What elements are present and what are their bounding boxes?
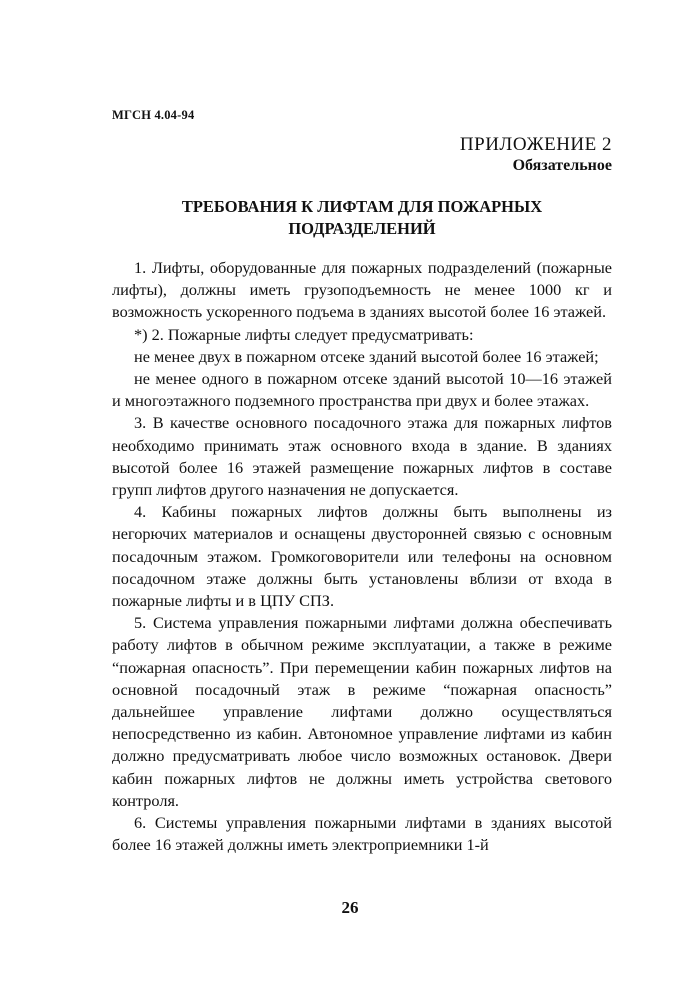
- paragraph-5: 5. Система управления пожарными лифтами должна обеспечивать работу лифтов в обычном режиме эксплуатации, а также в режиме “пожарная опасность”. При перемещении кабин пожарных лифтов на основной посадочный этаж в режиме “пожарная опасность” дальнейшее управление лифтами должно осуществляться непосредственно из кабин. Автономное управление лифтами из кабин должно предусматривать любое число возможных остановок. Двери кабин пожарных лифтов не должны иметь устройства светового контроля.: [112, 613, 612, 810]
- paragraph-3: 3. В качестве основного посадочного этажа для пожарных лифтов необходимо принимать этаж основного входа в здание. В зданиях высотой более 16 этажей размещение пожарных лифтов в составе групп лифтов другого назначения не допускается.: [112, 413, 612, 500]
- paragraph-2: *) 2. Пожарные лифты следует предусматривать:: [134, 324, 474, 344]
- page-number: 26: [341, 898, 359, 917]
- section-title-line-1: ТРЕБОВАНИЯ К ЛИФТАМ ДЛЯ ПОЖАРНЫХ: [181, 197, 543, 216]
- paragraph-6: 6. Системы управления пожарными лифтами в зданиях высотой более 16 этажей должны иметь электроприемники 1-й: [112, 813, 612, 855]
- body-text: [112, 257, 612, 856]
- appendix-number: ПРИЛОЖЕНИЕ 2: [459, 134, 612, 155]
- paragraph-1: 1. Лифты, оборудованные для пожарных подразделений (пожарные лифты), должны иметь грузоподъемность не менее 1000 кг и возможность ускоренного подъема в зданиях высотой более 16 этажей.: [112, 258, 612, 322]
- paragraph-4: 4. Кабины пожарных лифтов должны быть выполнены из негорючих материалов и оснащены двусторонней связью с основным посадочным этажом. Громкоговорители или телефоны на основном посадочном этаже должны быть установлены вблизи от входа в пожарные лифты и в ЦПУ СПЗ.: [112, 502, 612, 611]
- appendix-block: [460, 134, 612, 176]
- appendix-status: Обязательное: [512, 157, 612, 174]
- paragraph-2-item-b: не менее одного в пожарном отсеке зданий высотой 10—16 этажей и многоэтажного подземного пространства при двух и более этажах.: [112, 369, 612, 411]
- section-title: [112, 196, 612, 240]
- paragraph-2-item-a: не менее двух в пожарном отсеке зданий высотой более 16 этажей;: [134, 346, 599, 366]
- document-code: МГСН 4.04-94: [112, 108, 195, 122]
- section-title-line-2: ПОДРАЗДЕЛЕНИЙ: [288, 219, 436, 238]
